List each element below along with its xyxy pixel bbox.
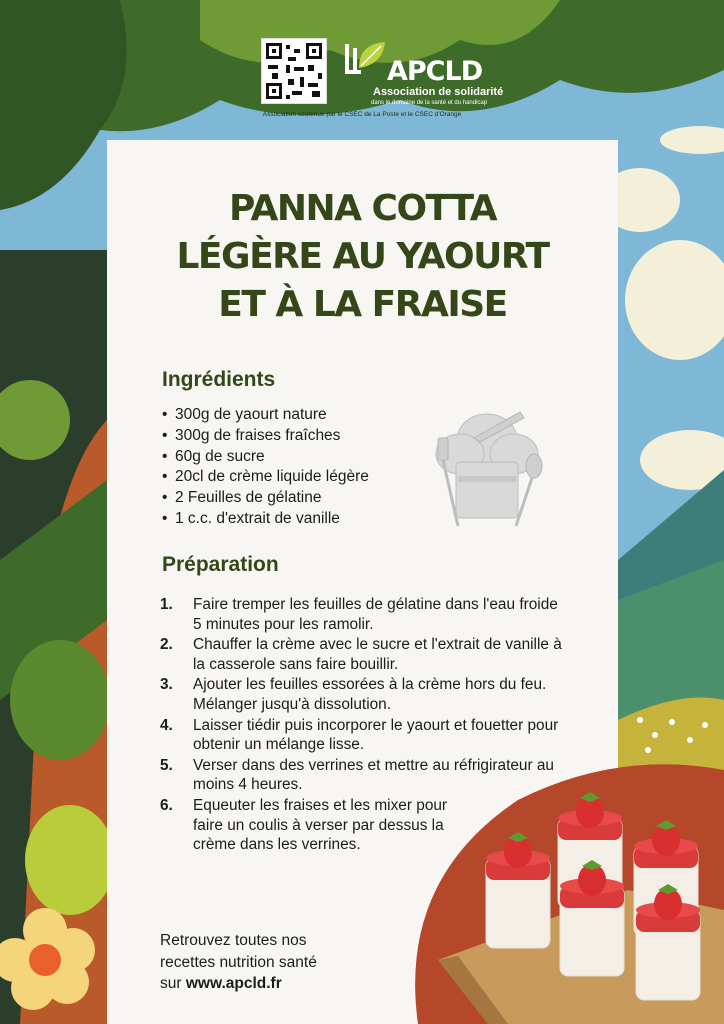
qr-code-icon xyxy=(261,38,327,104)
support-text: Association soutenue par le CSEC de La Poste et le CSEC d'Orange xyxy=(262,111,462,118)
logo-name: APCLD xyxy=(387,56,483,87)
logo-subtitle: Association de solidarité xyxy=(373,86,504,98)
list-item: • 20cl de crème liquide légère xyxy=(162,467,369,488)
step-text: Equeuter les fraises et les mixer pour faire un coulis à verser par dessus la crème dans les verrines. xyxy=(193,796,448,854)
ingredients-list xyxy=(162,405,369,530)
step-text: Faire tremper les feuilles de gélatine dans l'eau froide 5 minutes pour les ramolir. xyxy=(193,596,558,633)
list-item xyxy=(160,595,565,634)
list-item: • 1 c.c. d'extrait de vanille xyxy=(162,509,369,530)
panna-cotta-illustration xyxy=(398,760,724,1024)
list-item: • 300g de yaourt nature xyxy=(162,405,369,426)
list-item xyxy=(160,635,565,674)
step-text: Laisser tiédir puis incorporer le yaourt et fouetter pour obtenir un mélange lisse. xyxy=(193,716,559,754)
title-line: PANNA COTTA xyxy=(228,188,497,229)
chef-hat-icon xyxy=(412,398,562,533)
footer-text xyxy=(160,930,317,995)
step-number: 6. xyxy=(160,796,173,814)
ingredients-heading: Ingrédients xyxy=(162,368,276,391)
preparation-heading: Préparation xyxy=(162,553,279,576)
recipe-title xyxy=(107,185,618,329)
list-item xyxy=(160,716,565,755)
step-number: 3. xyxy=(160,676,173,694)
footer-line: recettes nutrition santé xyxy=(160,953,317,971)
footer-line: Retrouvez toutes nos xyxy=(160,932,307,949)
website-link[interactable]: www.apcld.fr xyxy=(185,975,282,992)
logo-tagline: dans le domaine de la santé et du handicap xyxy=(371,100,488,106)
step-number: 2. xyxy=(160,636,173,654)
step-number: 5. xyxy=(160,756,173,774)
step-text: Ajouter les feuilles essorées à la crème hors du feu. Mélanger jusqu'à dissolution. xyxy=(193,676,547,713)
footer-line xyxy=(160,973,317,995)
step-number: 1. xyxy=(160,596,173,613)
step-text: Chauffer la crème avec le sucre et l'extrait de vanille à la casserole sans faire bouillir. xyxy=(193,636,562,673)
list-item: • 60g de sucre xyxy=(162,447,369,468)
leaf-logo-icon xyxy=(341,38,387,78)
step-text: Verser dans des verrines et mettre au réfrigirateur au moins 4 heures. xyxy=(193,756,554,794)
title-line: ET À LA FRAISE xyxy=(218,284,507,325)
list-item xyxy=(160,675,565,714)
list-item: • 300g de fraises fraîches xyxy=(162,426,369,447)
step-number: 4. xyxy=(160,716,173,734)
title-line: LÉGÈRE AU YAOURT xyxy=(176,236,549,277)
list-item: • 2 Feuilles de gélatine xyxy=(162,488,369,509)
footer-prefix: sur xyxy=(160,975,182,992)
